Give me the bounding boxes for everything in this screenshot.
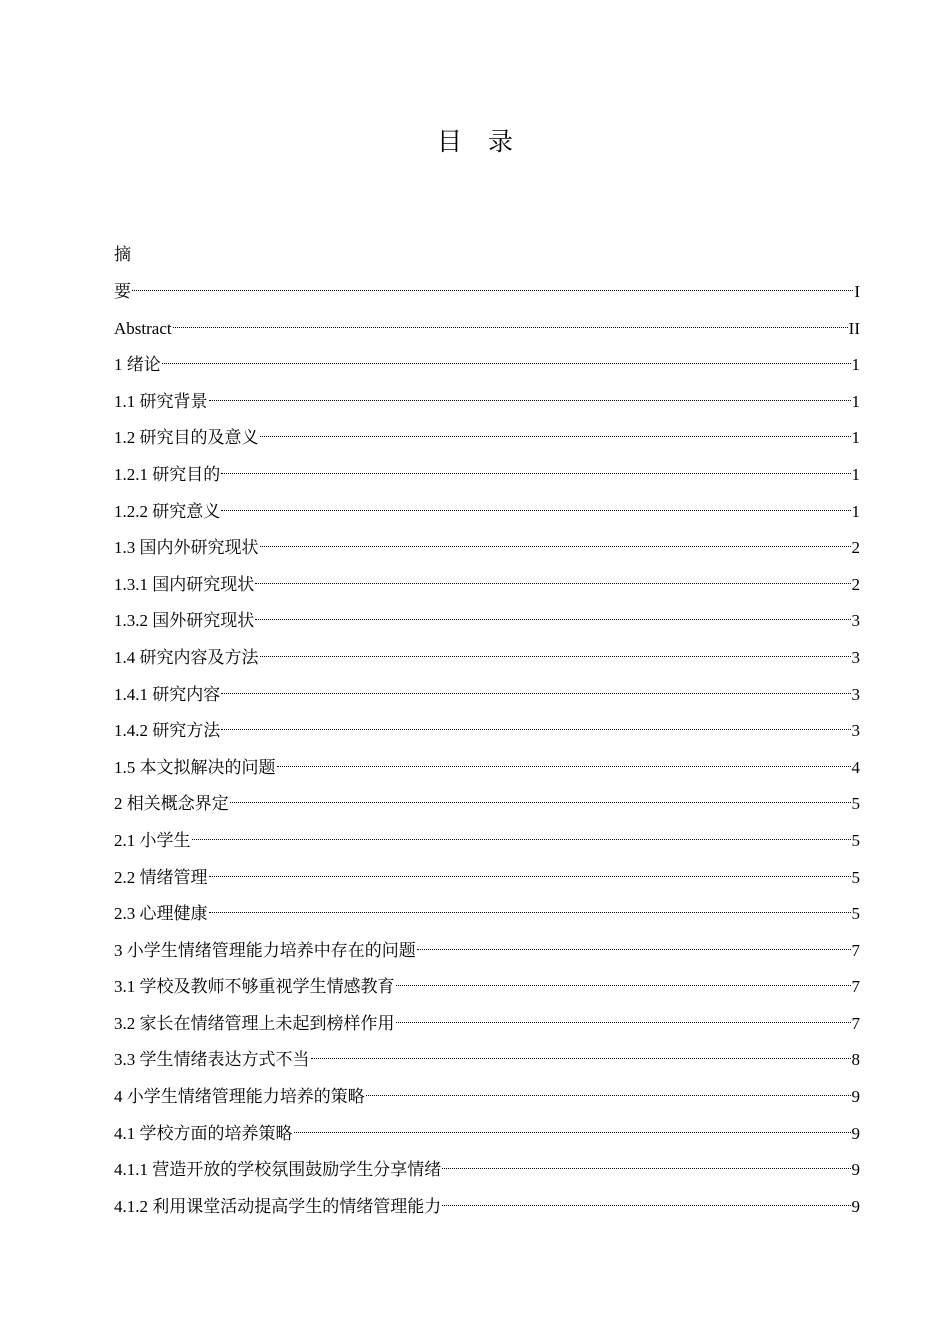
toc-entry[interactable]	[114, 1115, 860, 1152]
toc-dot-leader	[221, 493, 850, 517]
toc-entry-label: 4.1.1 营造开放的学校氛围鼓励学生分享情绪	[114, 1160, 442, 1180]
toc-entry-label: 2 相关概念界定	[114, 794, 229, 814]
toc-dot-leader	[255, 602, 850, 626]
toc-entry[interactable]	[114, 566, 860, 603]
toc-entry[interactable]	[114, 602, 860, 639]
toc-entry[interactable]	[114, 1078, 860, 1115]
toc-title	[0, 122, 950, 158]
toc-entry-page-number: 2	[851, 574, 860, 594]
toc-entry-label: 1.4.2 研究方法	[114, 721, 221, 741]
toc-entry-page-number: II	[848, 318, 860, 338]
toc-dot-leader	[221, 456, 850, 480]
toc-entry[interactable]	[114, 895, 860, 932]
toc-entry[interactable]	[114, 419, 860, 456]
toc-entry[interactable]	[114, 1151, 860, 1188]
toc-entry[interactable]	[114, 493, 860, 530]
toc-entry[interactable]	[114, 932, 860, 969]
toc-entry-page-number: 1	[851, 464, 860, 484]
toc-entry[interactable]	[114, 639, 860, 676]
toc-entry-label: 1.5 本文拟解决的问题	[114, 757, 276, 777]
toc-dot-leader	[294, 1115, 851, 1139]
toc-entry[interactable]	[114, 456, 860, 493]
toc-entry-label: 3.2 家长在情绪管理上未起到榜样作用	[114, 1013, 395, 1033]
toc-entry-page-number: I	[854, 282, 860, 301]
toc-dot-leader	[260, 639, 851, 663]
toc-dot-leader	[396, 968, 851, 992]
toc-entry-page-number: 3	[851, 684, 860, 704]
toc-entry-page-number: 2	[851, 538, 860, 558]
toc-entry[interactable]	[114, 749, 860, 786]
toc-dot-leader	[260, 529, 851, 553]
toc-dot-leader	[277, 749, 851, 773]
toc-entry-label: 4.1.2 利用课堂活动提高学生的情绪管理能力	[114, 1196, 442, 1216]
toc-dot-leader	[162, 346, 851, 370]
toc-entry-label: 2.1 小学生	[114, 830, 191, 850]
toc-entry-label: 1.1 研究背景	[114, 391, 208, 411]
toc-dot-leader	[255, 566, 850, 590]
toc-entry-label: 3.1 学校及教师不够重视学生情感教育	[114, 977, 395, 997]
toc-entry-label: 2.2 情绪管理	[114, 867, 208, 887]
toc-entry-page-number: 9	[851, 1123, 860, 1143]
toc-entry-label: 1.3.1 国内研究现状	[114, 574, 255, 594]
toc-entry-label: 3 小学生情绪管理能力培养中存在的问题	[114, 940, 416, 960]
toc-entry-label: 3.3 学生情绪表达方式不当	[114, 1050, 310, 1070]
toc-entry[interactable]	[114, 346, 860, 383]
toc-entry-page-number: 5	[851, 904, 860, 924]
toc-entry[interactable]	[114, 712, 860, 749]
toc-entry-label: 要	[114, 282, 131, 301]
toc-entry-page-number: 3	[851, 721, 860, 741]
toc-entry-label: 1.2.1 研究目的	[114, 464, 221, 484]
toc-entry-page-number: 4	[851, 757, 860, 777]
toc-dot-leader	[209, 859, 851, 883]
toc-entry[interactable]	[114, 1188, 860, 1225]
toc-dot-leader	[209, 383, 851, 407]
toc-title-left: 目	[436, 127, 462, 156]
toc-entry-page-number: 1	[851, 501, 860, 521]
toc-title-right: 录	[488, 127, 514, 156]
toc-entry-page-number: 1	[851, 428, 860, 448]
toc-dot-leader	[311, 1041, 851, 1065]
toc-entry-page-number: 5	[851, 830, 860, 850]
toc-entry[interactable]	[114, 859, 860, 896]
toc-entry[interactable]	[114, 383, 860, 420]
toc-entry-label: 1.4 研究内容及方法	[114, 647, 259, 667]
toc-entry-page-number: 5	[851, 794, 860, 814]
toc-dot-leader	[260, 419, 851, 443]
toc-entry[interactable]	[114, 1005, 860, 1042]
toc-entry-page-number: 5	[851, 867, 860, 887]
toc-dot-leader	[230, 785, 851, 809]
toc-entry-page-number: 8	[851, 1050, 860, 1070]
toc-dot-leader	[173, 310, 848, 334]
toc-entry[interactable]	[114, 676, 860, 713]
toc-entry-label: 4 小学生情绪管理能力培养的策略	[114, 1087, 365, 1107]
toc-dot-leader	[396, 1005, 851, 1029]
toc-entry-page-number: 9	[851, 1087, 860, 1107]
toc-abstract-head: 摘	[114, 245, 131, 264]
toc-entry-label: 1.3.2 国外研究现状	[114, 611, 255, 631]
toc-entry-page-number: 7	[851, 1013, 860, 1033]
toc-entry-label: 1.4.1 研究内容	[114, 684, 221, 704]
toc-entry-page-number: 7	[851, 940, 860, 960]
toc-entry-label: 2.3 心理健康	[114, 904, 208, 924]
toc-entry[interactable]	[114, 1041, 860, 1078]
toc-entry[interactable]	[114, 310, 860, 347]
toc-entry[interactable]	[114, 785, 860, 822]
toc-dot-leader	[132, 273, 853, 297]
toc-entry-page-number: 1	[851, 391, 860, 411]
toc-dot-leader	[221, 676, 850, 700]
toc-dot-leader	[417, 932, 851, 956]
toc-entry[interactable]	[114, 273, 860, 310]
toc-dot-leader	[192, 822, 851, 846]
toc-entry[interactable]	[114, 968, 860, 1005]
toc-entry-label: Abstract	[114, 318, 172, 338]
toc-entry-label: 4.1 学校方面的培养策略	[114, 1123, 293, 1143]
toc-dot-leader	[442, 1151, 850, 1175]
toc-dot-leader	[442, 1188, 850, 1212]
toc-entry-label: 1 绪论	[114, 355, 161, 375]
toc-entry-label: 1.2.2 研究意义	[114, 501, 221, 521]
toc-entry-label: 1.3 国内外研究现状	[114, 538, 259, 558]
toc-dot-leader	[221, 712, 850, 736]
toc-entry-page-number: 3	[851, 647, 860, 667]
toc-entry[interactable]	[114, 822, 860, 859]
toc-entry[interactable]	[114, 529, 860, 566]
toc-entry-page-number: 9	[851, 1160, 860, 1180]
toc-entry-label: 1.2 研究目的及意义	[114, 428, 259, 448]
toc-list	[114, 243, 860, 1224]
toc-entry-page-number: 7	[851, 977, 860, 997]
toc-entry-page-number: 1	[851, 355, 860, 375]
toc-entry-page-number: 3	[851, 611, 860, 631]
toc-entry-page-number: 9	[851, 1196, 860, 1216]
toc-dot-leader	[366, 1078, 851, 1102]
toc-dot-leader	[209, 895, 851, 919]
